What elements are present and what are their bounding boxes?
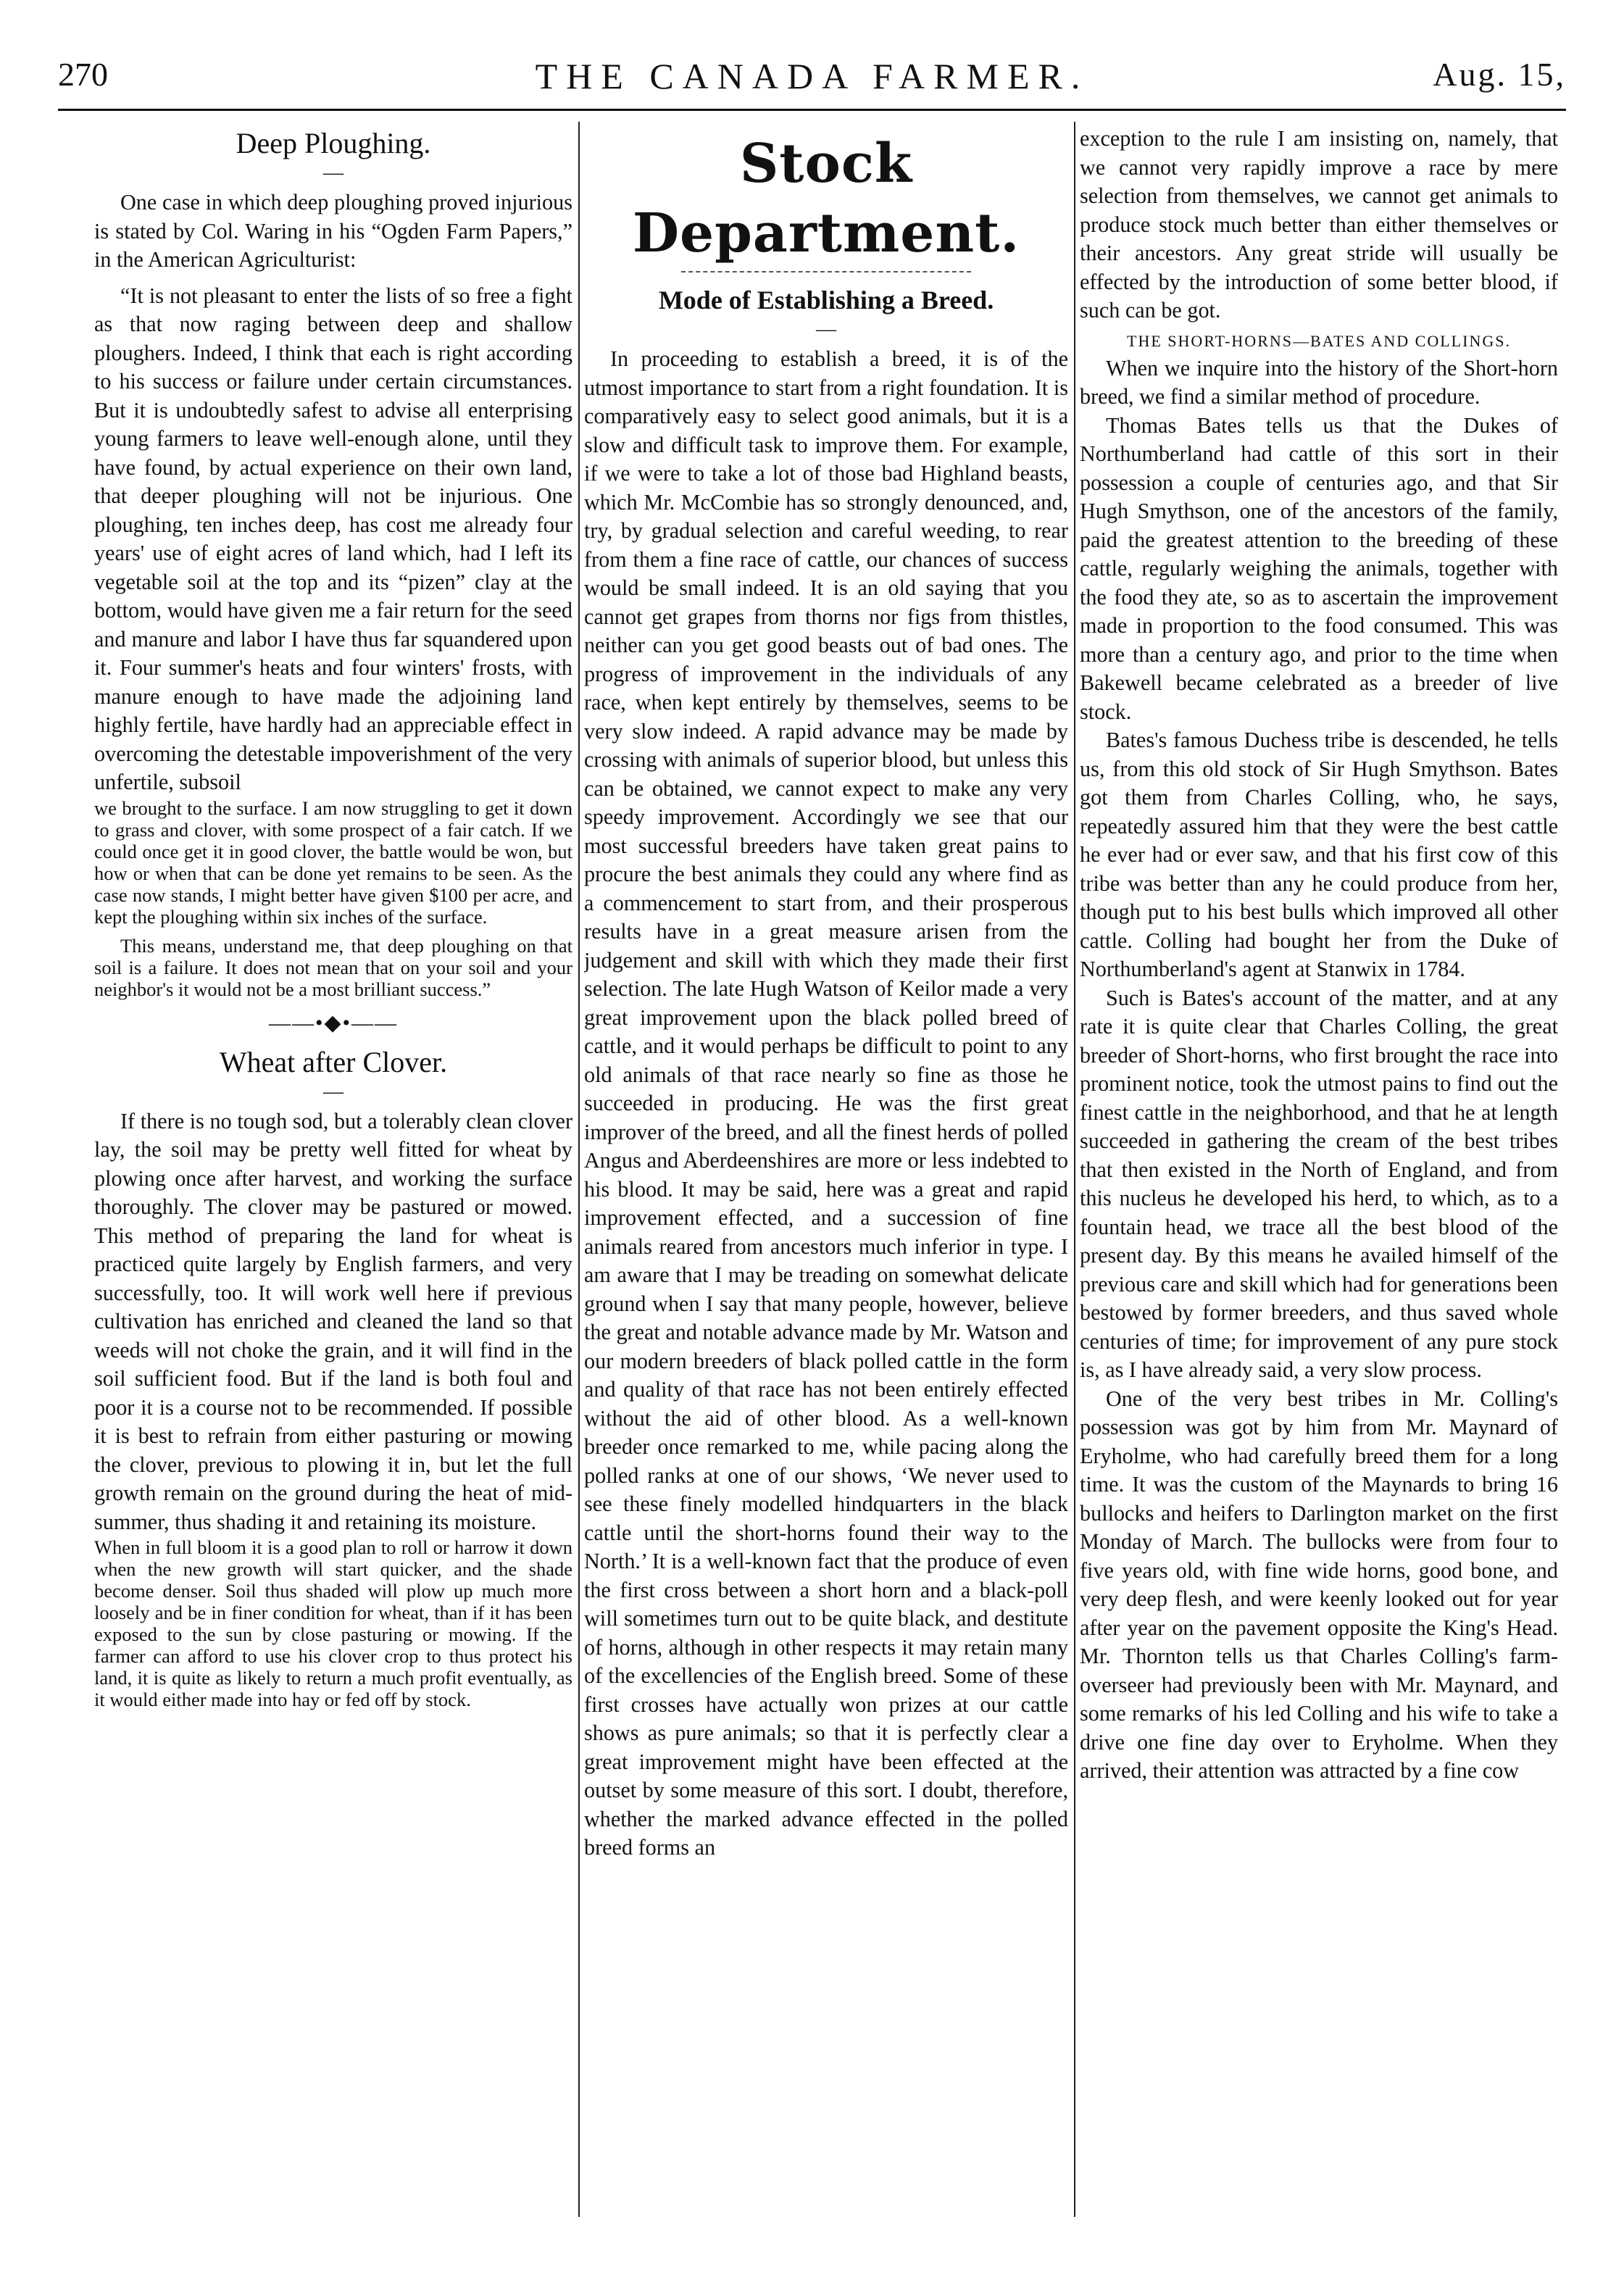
mode-of-establishing-body: In proceeding to establish a breed, it is of the utmost importance to start from a right foundation. It is comparatively easy to select good animals, but it is a slow and difficult task to improve them. For example, if we were to take a lot of those bad Highland beasts, which Mr. McCombie has so strongly denounced, and, try, by gradual selection and careful weeding, to rear from them a fine race of cattle, our chances of success would be small indeed. It is an old saying that you cannot get grapes from thorns nor figs from thistles, neither can you get good beasts out of bad ones. The progress of improvement in the individuals of any race, when kept entirely by themselves, seems to be very slow indeed. A rapid advance may be made by crossing with animals of superior blood, but unless this can be obtained, we cannot expect to make any very speedy improvement. Accordingly we see that our most successful breeders have taken great pains to procure the best animals they could any where find as a commencement to start from, and their prosperous results have in a great measure arisen from the judgement and skill with which they made their first selection. The late Hugh Watson of Keilor made a very great improvement upon the black polled breed of cattle, and it would perhaps be difficult to point to any old animals of that race nearly so fine as those he succeeded in producing. He was the first great improver of the breed, and all the finest herds of polled Angus and Aberdeenshires are more or less indebted to his blood. It may be said, here was a great and rapid improvement effected, and a succession of fine animals reared from ancestors much inferior in type. I am aware that I may be treading on somewhat delicate ground when I say that many people, however, believe the great and notable advance made by Mr. Watson and our modern breeders of black polled cattle in the form and quality of that race has not been entirely effected without the aid of other blood. As a well-known breeder once remarked to me, while pacing along the polled ranks at one of our shows, ‘We never used to see these finely modelled hindquarters in the black cattle until the short-horns found their way to the North.’ It is a well-known fact that the produce of even the first cross between a short horn and a black-poll will sometimes turn out to be quite black, and destitute of horns, although in other respects it may retain many of the excellencies of the English breed. Some of these first crosses have actually won prizes at our cattle shows as pure animals; so that it is perfectly clear a great improvement might have been effected at the outset by some measure of this sort. I doubt, therefore, whether the marked advance effected in the polled breed forms an <box>584 346 1068 1860</box>
short-horns-paragraph-3: Bates's famous Duchess tribe is descended, he tells us, from this old stock of Sir Hugh Smythson. Bates got them from Charles Colling, who, he says, repeatedly assured him that they were the best cattle he ever had or ever saw, and that his first cow of this tribe was better than any he could produce from her, though put to his best bulls which improved all other cattle. Colling had bought her from the Duke of Northumberland's agent at Stanwix in 1784. <box>1080 728 1558 981</box>
masthead <box>58 55 1566 106</box>
column-2 <box>584 125 1068 2214</box>
short-horns-subhead: THE SHORT-HORNS—BATES AND COLLINGS. <box>1127 331 1511 350</box>
department-rule <box>681 271 972 272</box>
column-rule-2 <box>1074 122 1075 2217</box>
stock-department-heading: Stock Department. <box>632 133 1020 265</box>
wheat-after-clover-body: If there is no tough sod, but a tolerably clean clover lay, the soil may be pretty well fitted for wheat by plowing once after harvest, and working the surface thoroughly. The clover may be pastured or mowed. This method of preparing the land for wheat is practiced quite largely by English farmers, and very successfully, too. It will work well here if previous cultivation has enriched and cleaned the land so that weeds will not choke the grain, and it will find in the soil sufficient food. But if the land is both foul and poor it is a course not to be recommended. If possible it is best to refrain from either pasturing or mowing the clover, previous to plowing it in, but let the full growth remain on the ground during the heat of mid-summer, thus shading it and retaining its moisture. <box>94 1108 572 1534</box>
section-ornament: ——•◆•—— <box>268 1010 399 1035</box>
deep-ploughing-intro: One case in which deep ploughing proved injurious is stated by Col. Waring in his “Ogden Farm Papers,” in the American Agriculturist: <box>94 190 572 272</box>
title-dash: — <box>323 162 343 184</box>
deep-ploughing-title: Deep Ploughing. <box>236 127 431 159</box>
title-dash: — <box>816 318 836 341</box>
column-1 <box>94 125 572 2214</box>
wheat-after-clover-title: Wheat after Clover. <box>219 1045 448 1078</box>
small-type-block <box>94 797 572 1000</box>
deep-ploughing-quote-small: we brought to the surface. I am now struggling to get it down to grass and clover, with some prospect of a fair catch. If we could once get it in good clover, the battle would be won, but how or when that can be done yet remains to be seen. As the case now stands, I might better have given $100 per acre, and kept the ploughing within six inches of the surface. <box>94 796 572 928</box>
short-horns-paragraph-5: One of the very best tribes in Mr. Colling's possession was got by him from Mr. Maynard of Eryholme, who had carefully breed them for a long time. It was the custom of the Maynards to bring 16 bullocks and heifers to Darlington market on the first Monday of March. The bullocks were from four to five years old, with fine wide horns, good bone, and very deep flesh, and were keenly looked out for year after year on the pavement opposite the King's Head. Mr. Thornton tells us that Charles Colling's farm-overseer had previously been with Mr. Maynard, and some remarks of his led Colling and his wife to take a drive one fine day over to Eryholme. When they arrived, their attention was attracted by a fine cow <box>1080 1386 1558 1783</box>
column-3 <box>1080 125 1558 2214</box>
continuation-paragraph: exception to the rule I am insisting on, namely, that we cannot very rapidly improve a race by mere selection from themselves, we cannot get animals to produce stock much better than either themselves or their ancestors. Any great stride will usually be effected by the introduction of some better blood, if such can be got. <box>1080 126 1558 323</box>
column-rule-1 <box>578 122 580 2217</box>
page-number: 270 <box>58 56 108 93</box>
issue-date: Aug. 15, <box>1433 56 1566 93</box>
wheat-after-clover-small: When in full bloom it is a good plan to roll or harrow it down when the new growth will start quicker, and the shade become denser. Soil thus shaded will plow up much more loosely and be in finer condition for wheat, than if it has been exposed to the sun by close pasturing or mowing. If the farmer can afford to use his clover crop to thus protect his land, it is quite as likely to return a much profit eventually, as it would either made into hay or fed off by stock. <box>94 1536 572 1710</box>
short-horns-paragraph-4: Such is Bates's account of the matter, and at any rate it is quite clear that Charles Colling, the great breeder of Short-horns, who first brought the race into prominent notice, took the utmost pains to find out the finest cattle in the neighborhood, and that he at length succeeded in gathering the cream of the best tribes that then existed in the North of England, and from this nucleus he developed his herd, to which, as to a fountain head, we trace all the best blood of the present day. By this means he availed himself of the previous care and skill which had for generations been bestowed by former breeders, and thus saved whole centuries of time; for improvement of any pure stock is, as I have already said, a very slow process. <box>1080 985 1558 1382</box>
title-dash: — <box>323 1080 343 1103</box>
short-horns-paragraph-2: Thomas Bates tells us that the Dukes of Northumberland had cattle of this sort in their possession a couple of centuries ago, and that Sir Hugh Smythson, one of the ancestors of the family, paid the greatest attention to the breeding of these cattle, regularly weighing the animals, together with the food they ate, so as to ascertain the improvement made in proportion to the food consumed. This was more than a century ago, and prior to the time when Bakewell became celebrated as a breeder of live stock. <box>1080 412 1558 724</box>
journal-title: THE CANADA FARMER. <box>535 56 1089 96</box>
deep-ploughing-quote-2: This means, understand me, that deep ploughing on that soil is a failure. It does not mean that on your soil and your neighbor's it would not be a most brilliant success.” <box>94 934 572 1000</box>
short-horns-paragraph-1: When we inquire into the history of the Short-horn breed, we find a similar method of procedure. <box>1080 355 1558 409</box>
small-type-block <box>94 1536 572 1710</box>
mode-of-establishing-title: Mode of Establishing a Breed. <box>658 286 994 315</box>
deep-ploughing-quote-1: “It is not pleasant to enter the lists of so free a fight as that now raging between deep and shallow ploughers. Indeed, I think that each is right according to his success or failure under certain circumstances. But it is undoubtedly safest to advise all enterprising young farmers to leave well-enough alone, until they have found, by actual experience on their own land, that deeper ploughing will not be injurious. One ploughing, ten inches deep, has cost me already four years' use of eight acres of land which, had I left its vegetable soil at the top and its “pizen” clay at the bottom, would have given me a fair return for the seed and manure and labor I have thus far squandered upon it. Four summer's heats and four winters' frosts, with manure enough to have made the adjoining land highly fertile, have hardly had an appreciable effect in overcoming the detestable impoverishment of the very unfertile, subsoil <box>94 283 572 794</box>
header-rule <box>58 109 1566 111</box>
